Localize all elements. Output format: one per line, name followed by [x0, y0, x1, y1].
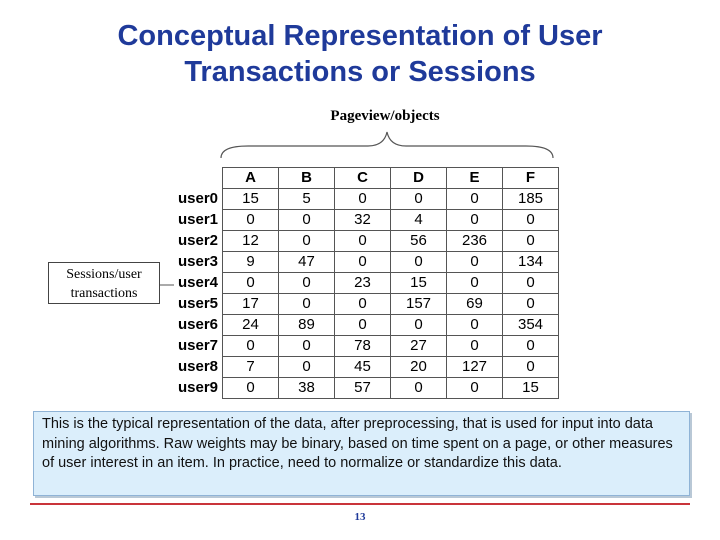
table-cell: 0 — [503, 210, 559, 231]
table-cell: 134 — [503, 252, 559, 273]
table-row — [170, 189, 559, 210]
sessions-label-line1: Sessions/user — [66, 267, 142, 282]
table-cell: 0 — [447, 252, 503, 273]
table-cell: 15 — [223, 189, 279, 210]
row-label: user8 — [177, 358, 218, 375]
row-label: user5 — [177, 295, 218, 312]
table-cell: 354 — [503, 315, 559, 336]
corner-cell — [170, 168, 223, 189]
pageview-label: Pageview/objects — [330, 108, 440, 124]
table-cell: 17 — [223, 294, 279, 315]
table-row — [170, 315, 559, 336]
table-cell: 0 — [335, 189, 391, 210]
table-cell: 56 — [391, 231, 447, 252]
table-cell: 0 — [447, 210, 503, 231]
table-cell: 0 — [223, 210, 279, 231]
table-cell: 24 — [223, 315, 279, 336]
table-cell: 0 — [279, 294, 335, 315]
table-cell: 127 — [447, 357, 503, 378]
table-cell: 12 — [223, 231, 279, 252]
row-label: user7 — [177, 337, 218, 354]
table-cell: 32 — [335, 210, 391, 231]
table-cell: 185 — [503, 189, 559, 210]
column-header: A — [223, 168, 279, 189]
table-row — [170, 336, 559, 357]
table-cell: 27 — [391, 336, 447, 357]
table-cell: 69 — [447, 294, 503, 315]
table-cell: 0 — [391, 252, 447, 273]
column-header: F — [503, 168, 559, 189]
slide-title — [60, 18, 660, 90]
table-cell: 0 — [223, 273, 279, 294]
table-cell: 0 — [223, 336, 279, 357]
table-cell: 0 — [503, 273, 559, 294]
table-row — [170, 210, 559, 231]
sessions-label-box — [48, 262, 160, 304]
table-cell: 0 — [279, 231, 335, 252]
table-cell: 0 — [335, 252, 391, 273]
table-cell: 0 — [335, 231, 391, 252]
table-cell: 0 — [447, 378, 503, 399]
sessions-label-line2: transactions — [70, 286, 138, 301]
table-cell: 4 — [391, 210, 447, 231]
table-cell: 0 — [279, 336, 335, 357]
table-cell: 7 — [223, 357, 279, 378]
column-header: D — [391, 168, 447, 189]
table-cell: 23 — [335, 273, 391, 294]
row-label: user6 — [177, 316, 218, 333]
table-cell: 0 — [335, 315, 391, 336]
explanation-note: This is the typical representation of the data, after preprocessing, that is used for input into data mining algorithms. Raw weights may be binary, based on time spent on a page, or other measures of user interest in an item. In practice, need to normalize or standardize this data. — [33, 411, 690, 496]
slide-title-line1: Conceptual Representation of User — [117, 20, 603, 52]
table-cell: 0 — [447, 315, 503, 336]
table-cell: 15 — [503, 378, 559, 399]
footer-rule — [30, 503, 690, 505]
row-label: user1 — [177, 211, 218, 228]
table-row — [170, 294, 559, 315]
table-cell: 0 — [279, 273, 335, 294]
pageview-brace — [218, 128, 556, 162]
row-label: user4 — [177, 274, 218, 291]
table-cell: 0 — [391, 378, 447, 399]
table-cell: 0 — [447, 189, 503, 210]
column-header: B — [279, 168, 335, 189]
table-row — [170, 273, 559, 294]
table-row — [170, 357, 559, 378]
header-row — [170, 168, 559, 189]
user-pageview-matrix — [170, 167, 559, 399]
table-cell: 9 — [223, 252, 279, 273]
table-cell: 0 — [503, 357, 559, 378]
table-cell: 0 — [335, 294, 391, 315]
table-cell: 0 — [391, 315, 447, 336]
slide-title-line2: Transactions or Sessions — [184, 56, 536, 88]
table-row — [170, 252, 559, 273]
column-header: C — [335, 168, 391, 189]
table-cell: 78 — [335, 336, 391, 357]
table-cell: 0 — [447, 273, 503, 294]
row-label: user0 — [177, 190, 218, 207]
table-cell: 157 — [391, 294, 447, 315]
table-row — [170, 378, 559, 399]
matrix-body — [170, 189, 559, 399]
table-cell: 89 — [279, 315, 335, 336]
table-cell: 0 — [279, 357, 335, 378]
table-cell: 38 — [279, 378, 335, 399]
table-cell: 15 — [391, 273, 447, 294]
table-cell: 0 — [447, 336, 503, 357]
table-cell: 0 — [279, 210, 335, 231]
row-label: user9 — [177, 379, 218, 396]
table-cell: 0 — [503, 294, 559, 315]
table-cell: 0 — [503, 336, 559, 357]
table-cell: 236 — [447, 231, 503, 252]
table-cell: 20 — [391, 357, 447, 378]
table-cell: 5 — [279, 189, 335, 210]
table-cell: 0 — [503, 231, 559, 252]
row-label: user3 — [177, 253, 218, 270]
row-label: user2 — [177, 232, 218, 249]
table-cell: 57 — [335, 378, 391, 399]
table-cell: 0 — [223, 378, 279, 399]
page-number: 13 — [354, 511, 366, 523]
column-header: E — [447, 168, 503, 189]
table-row — [170, 231, 559, 252]
table-cell: 47 — [279, 252, 335, 273]
table-cell: 45 — [335, 357, 391, 378]
table-cell: 0 — [391, 189, 447, 210]
